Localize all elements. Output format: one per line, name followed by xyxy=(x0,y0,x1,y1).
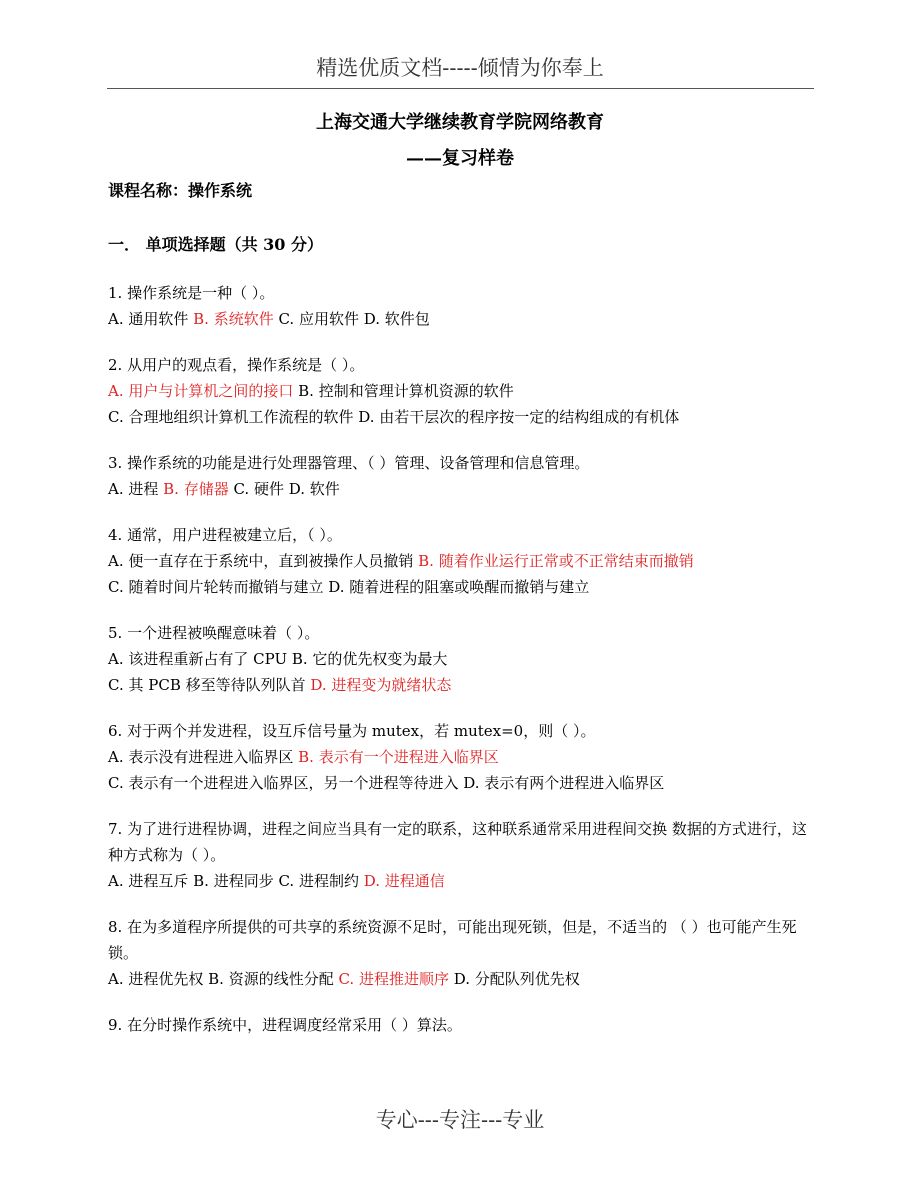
question-stem: 3. 操作系统的功能是进行处理器管理、（ ）管理、设备管理和信息管理。 xyxy=(108,454,590,472)
option-line xyxy=(108,646,816,672)
option-line xyxy=(108,744,816,770)
page-header: 精选优质文档-----倾情为你奉上 xyxy=(316,56,604,80)
option-line xyxy=(108,548,816,574)
question-item xyxy=(108,1012,816,1038)
question-stem: 8. 在为多道程序所提供的可共享的系统资源不足时，可能出现死锁，但是，不适当的 （ ）也可能产生死锁。 xyxy=(108,918,797,962)
option-text: A. 进程优先权 B. 资源的线性分配 xyxy=(108,970,339,988)
option-text: C. 其 PCB 移至等待队列队首 xyxy=(108,676,311,694)
option-text: C. 硬件 D. 软件 xyxy=(228,480,340,498)
correct-answer: D. 进程变为就绪状态 xyxy=(310,676,452,694)
question-list xyxy=(108,280,816,1058)
option-text: A. 进程互斥 B. 进程同步 C. 进程制约 xyxy=(108,872,364,890)
correct-answer: D. 进程通信 xyxy=(363,872,445,890)
question-item xyxy=(108,816,816,894)
option-text: D. 分配队列优先权 xyxy=(448,970,580,988)
question-item xyxy=(108,718,816,796)
question-item xyxy=(108,352,816,430)
option-line xyxy=(108,574,816,600)
question-stem: 2. 从用户的观点看，操作系统是（ ）。 xyxy=(108,356,365,374)
question-stem: 5. 一个进程被唤醒意味着（ ）。 xyxy=(108,624,320,642)
correct-answer: C. 进程推进顺序 xyxy=(338,970,449,988)
correct-answer: B. 表示有一个进程进入临界区 xyxy=(298,748,499,766)
question-item xyxy=(108,522,816,600)
option-text: C. 应用软件 D. 软件包 xyxy=(273,310,430,328)
option-line xyxy=(108,306,816,332)
question-stem: 7. 为了进行进程协调，进程之间应当具有一定的联系，这种联系通常采用进程间交换 数据的方式进行，这种方式称为（ ）。 xyxy=(108,820,807,864)
question-stem: 9. 在分时操作系统中，进程调度经常采用（ ）算法。 xyxy=(108,1016,462,1034)
option-line xyxy=(108,378,816,404)
document-subtitle: ——复习样卷 xyxy=(406,148,514,169)
course-name: 课程名称：操作系统 xyxy=(108,181,253,200)
option-text: B. 控制和管理计算机资源的软件 xyxy=(293,382,514,400)
document-title: 上海交通大学继续教育学院网络教育 xyxy=(316,112,604,133)
option-line xyxy=(108,770,816,796)
question-item xyxy=(108,280,816,332)
question-item xyxy=(108,450,816,502)
option-text: A. 该进程重新占有了 CPU B. 它的优先权变为最大 xyxy=(108,650,448,668)
correct-answer: B. 系统软件 xyxy=(193,310,274,328)
option-line xyxy=(108,672,816,698)
section-heading: 一． 单项选择题（共 30 分） xyxy=(108,235,323,254)
question-item xyxy=(108,620,816,698)
option-line xyxy=(108,966,816,992)
question-stem: 4. 通常，用户进程被建立后，（ ）。 xyxy=(108,526,342,544)
correct-answer: B. 随着作业运行正常或不正常结束而撤销 xyxy=(418,552,694,570)
option-text: A. 便一直存在于系统中，直到被操作人员撤销 xyxy=(108,552,419,570)
question-stem: 6. 对于两个并发进程，设互斥信号量为 mutex，若 mutex=0，则（ ）。 xyxy=(108,722,596,740)
question-item xyxy=(108,914,816,992)
option-text: A. 进程 xyxy=(108,480,164,498)
correct-answer: A. 用户与计算机之间的接口 xyxy=(108,382,294,400)
page-footer: 专心---专注---专业 xyxy=(375,1108,545,1132)
option-line xyxy=(108,868,816,894)
option-text: A. 通用软件 xyxy=(108,310,194,328)
header-divider xyxy=(107,88,814,89)
correct-answer: B. 存储器 xyxy=(163,480,229,498)
option-text: C. 合理地组织计算机工作流程的软件 D. 由若干层次的程序按一定的结构组成的有机体 xyxy=(108,408,680,426)
option-text: C. 随着时间片轮转而撤销与建立 D. 随着进程的阻塞或唤醒而撤销与建立 xyxy=(108,578,590,596)
option-line xyxy=(108,476,816,502)
option-text: A. 表示没有进程进入临界区 xyxy=(108,748,299,766)
question-stem: 1. 操作系统是一种（ ）。 xyxy=(108,284,275,302)
option-text: C. 表示有一个进程进入临界区，另一个进程等待进入 D. 表示有两个进程进入临界区 xyxy=(108,774,665,792)
option-line xyxy=(108,404,816,430)
